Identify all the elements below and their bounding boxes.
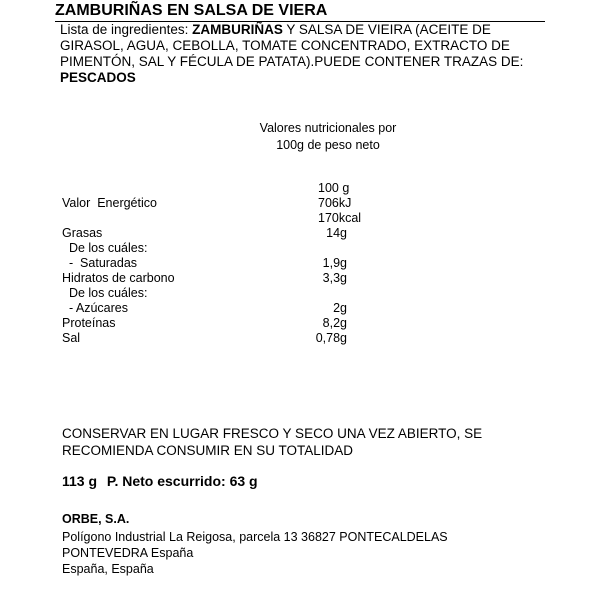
nutrition-row <box>62 331 382 346</box>
nutrition-label: Valor Energético <box>62 196 157 210</box>
nutrition-row <box>62 301 382 316</box>
company-country: España, España <box>62 562 154 576</box>
nutrition-row <box>62 256 382 271</box>
ingredients-bold-main: ZAMBURIÑAS <box>192 22 283 37</box>
nutrition-row <box>62 286 382 301</box>
nutrition-row <box>62 211 382 226</box>
nutrition-value: 8,2g <box>322 316 347 330</box>
nutrition-label: - Saturadas <box>62 256 138 270</box>
nutrition-label: - Azúcares <box>62 301 128 315</box>
product-title: ZAMBURIÑAS EN SALSA DE VIERA <box>55 2 328 19</box>
nutrition-value: 0,78g <box>315 331 347 345</box>
nutrition-value: 3,3g <box>322 271 347 285</box>
nutrition-value: 706kJ <box>318 196 352 210</box>
ingredients-body: Y SALSA DE VIEIRA (ACEITE DE GIRASOL, AGUA, CEBOLLA, TOMATE CONCENTRADO, EXTRACTO DE PIMENTÓN, SAL Y FÉCULA DE PATATA).PUEDE CONTENER TRAZAS DE: <box>60 22 524 69</box>
company-address-line2: PONTEVEDRA España <box>62 546 194 560</box>
nutrition-label: Proteínas <box>62 316 116 330</box>
ingredients-prefix: Lista de ingredientes: <box>60 22 193 37</box>
nutrition-row <box>62 241 382 256</box>
nutrition-label: Grasas <box>62 226 103 240</box>
title-block <box>55 2 545 22</box>
nutrition-heading-line1: Valores nutricionales por <box>259 121 397 135</box>
nutrition-row <box>62 196 382 211</box>
nutrition-table <box>62 181 382 346</box>
nutrition-heading <box>228 120 428 154</box>
nutrition-value: 170kcal <box>318 211 362 225</box>
nutrition-row <box>62 316 382 331</box>
nutrition-value: 100 g <box>318 181 350 195</box>
storage-instructions: CONSERVAR EN LUGAR FRESCO Y SECO UNA VEZ ABIERTO, SE RECOMIENDA CONSUMIR EN SU TOTALIDAD <box>62 426 483 458</box>
nutrition-value: 2g <box>333 301 347 315</box>
nutrition-value: 14g <box>326 226 347 240</box>
nutrition-row <box>62 226 382 241</box>
allergen-trace: PESCADOS <box>60 70 136 85</box>
nutrition-heading-line2: 100g de peso neto <box>276 138 380 152</box>
nutrition-row <box>62 271 382 286</box>
company-name: ORBE, S.A. <box>62 512 130 526</box>
nutrition-row <box>62 181 382 196</box>
nutrition-label: De los cuáles: <box>62 286 148 300</box>
ingredients-text <box>60 22 530 86</box>
company-info <box>62 511 532 577</box>
gross-weight: 113 g <box>62 473 98 489</box>
weight-info <box>62 473 264 489</box>
nutrition-value: 1,9g <box>322 256 347 270</box>
nutrition-label: Hidratos de carbono <box>62 271 175 285</box>
net-drained-weight: P. Neto escurrido: 63 g <box>106 473 258 489</box>
company-address-line1: Polígono Industrial La Reigosa, parcela 13 36827 PONTECALDELAS <box>62 530 448 544</box>
nutrition-label: Sal <box>62 331 81 345</box>
nutrition-label: De los cuáles: <box>62 241 148 255</box>
